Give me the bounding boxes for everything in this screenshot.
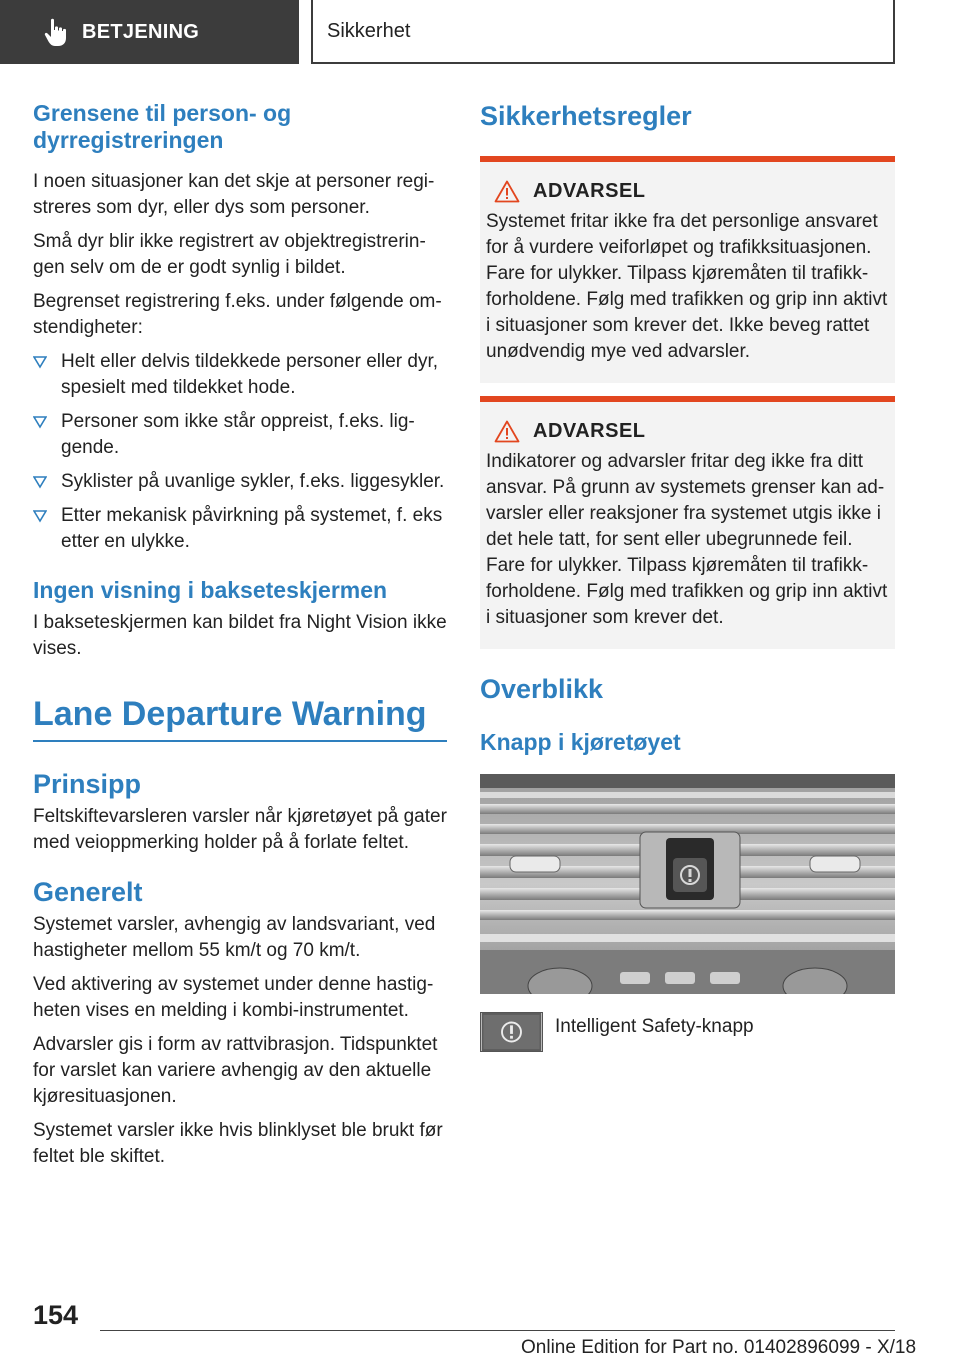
section-label: BETJENING: [82, 20, 200, 43]
list-item: [33, 469, 447, 495]
list-item-text: Helt eller delvis tildekkede personer eller dyr, spesielt med tildekket hode.: [61, 351, 439, 398]
safety-rules-heading: Sikkerhetsregler: [480, 101, 692, 131]
rear-screen-paragraph: I bakseteskjermen kan bildet fra Night Vision ikke vises.: [33, 612, 447, 659]
warning-box: [480, 156, 895, 383]
principle-paragraph: Feltskiftevarsleren varsler når kjøretøyet på gater med veioppmerking holder på å forlate feltet.: [33, 806, 447, 853]
list-item: [33, 503, 447, 555]
chapter-label: Sikkerhet: [327, 19, 411, 42]
warning-header: [494, 180, 889, 203]
list-item: [33, 349, 447, 401]
list-item: [33, 409, 447, 461]
button-heading: Knapp i kjøretøyet: [480, 729, 681, 755]
warning-text: Indikatorer og advarsler fritar deg ikke fra ditt ansvar. På grunn av systemets grenser kan advarsler eller reaksjoner fra systemet utgis ikke i det hele tatt, for sent eller ubegrunnede feil. Fare for ulykker. Tilpass kjøremåten til trafikkforholdene. Følg med trafikken og grip inn aktivt i situasjoner som krever det.: [486, 451, 888, 628]
list-item-text: Etter mekanisk påvirkning på systemet, f. eks etter en ulykke.: [61, 505, 443, 552]
section-tab: [0, 0, 299, 64]
overview-heading: Overblikk: [480, 674, 604, 704]
list-item-text: Syklister på uvanlige sykler, f.eks. liggesykler.: [61, 471, 445, 492]
limits-paragraph-2: Små dyr blir ikke registrert av objektregistreringen selv om de er godt synlig i bildet.: [33, 231, 426, 278]
footer-edition: Online Edition for Part no. 01402896099 - X/18: [521, 1337, 917, 1358]
limits-heading: Grensene til person- og dyrregistreringen: [33, 100, 292, 153]
button-legend: [480, 1012, 895, 1052]
limits-list: [33, 349, 447, 555]
dashboard-button-photo: [480, 774, 895, 994]
button-caption: Intelligent Safety-knapp: [555, 1016, 754, 1037]
general-paragraph-3: Advarsler gis i form av rattvibrasjon. Tidspunktet for varslet kan variere avhengig av den aktuelle kjøresituasjonen.: [33, 1034, 438, 1107]
limits-paragraph-3: Begrenset registrering f.eks. under følgende omstendigheter:: [33, 291, 442, 338]
general-paragraph-1: Systemet varsler, avhengig av landsvariant, ved hastigheter mellom 55 km/t og 70 km/t.: [33, 914, 436, 961]
general-heading: Generelt: [33, 877, 143, 907]
rear-screen-heading: Ingen visning i bakseteskjermen: [33, 577, 388, 603]
list-item-text: Personer som ikke står oppreist, f.eks. liggende.: [61, 411, 415, 458]
warning-box: [480, 396, 895, 649]
right-column: [480, 100, 895, 1052]
chapter-tab: [311, 0, 895, 64]
warning-title: ADVARSEL: [533, 420, 646, 442]
bullet-triangle-icon: [33, 415, 47, 429]
intelligent-safety-button-icon: [480, 1012, 543, 1052]
warning-header: [494, 420, 889, 443]
ldw-title: Lane Departure Warning: [33, 695, 427, 733]
hand-pointer-icon: [38, 14, 74, 50]
bullet-triangle-icon: [33, 355, 47, 369]
general-paragraph-2: Ved aktivering av systemet under denne hastigheten vises en melding i kombi-instrumentet.: [33, 974, 434, 1021]
title-rule: [33, 740, 447, 742]
left-column: [33, 100, 447, 1170]
warning-text: Systemet fritar ikke fra det personlige ansvaret for å vurdere veiforløpet og trafikksituasjonen. Fare for ulykker. Tilpass kjøremåten til trafikkforholdene. Følg med trafikken og grip inn aktivt i situasjoner som krever det. Ikke beveg rattet unødvendig mye ved advarsler.: [486, 211, 888, 362]
warning-title: ADVARSEL: [533, 180, 646, 202]
footer-rule: [100, 1330, 895, 1331]
bullet-triangle-icon: [33, 509, 47, 523]
general-paragraph-4: Systemet varsler ikke hvis blinklyset ble brukt før feltet ble skiftet.: [33, 1120, 443, 1167]
principle-heading: Prinsipp: [33, 769, 142, 799]
warning-triangle-icon: [494, 420, 520, 443]
page-number: 154: [33, 1300, 79, 1330]
bullet-triangle-icon: [33, 475, 47, 489]
limits-paragraph-1: I noen situasjoner kan det skje at personer registreres som dyr, eller dys som personer.: [33, 171, 435, 218]
warning-triangle-icon: [494, 180, 520, 203]
